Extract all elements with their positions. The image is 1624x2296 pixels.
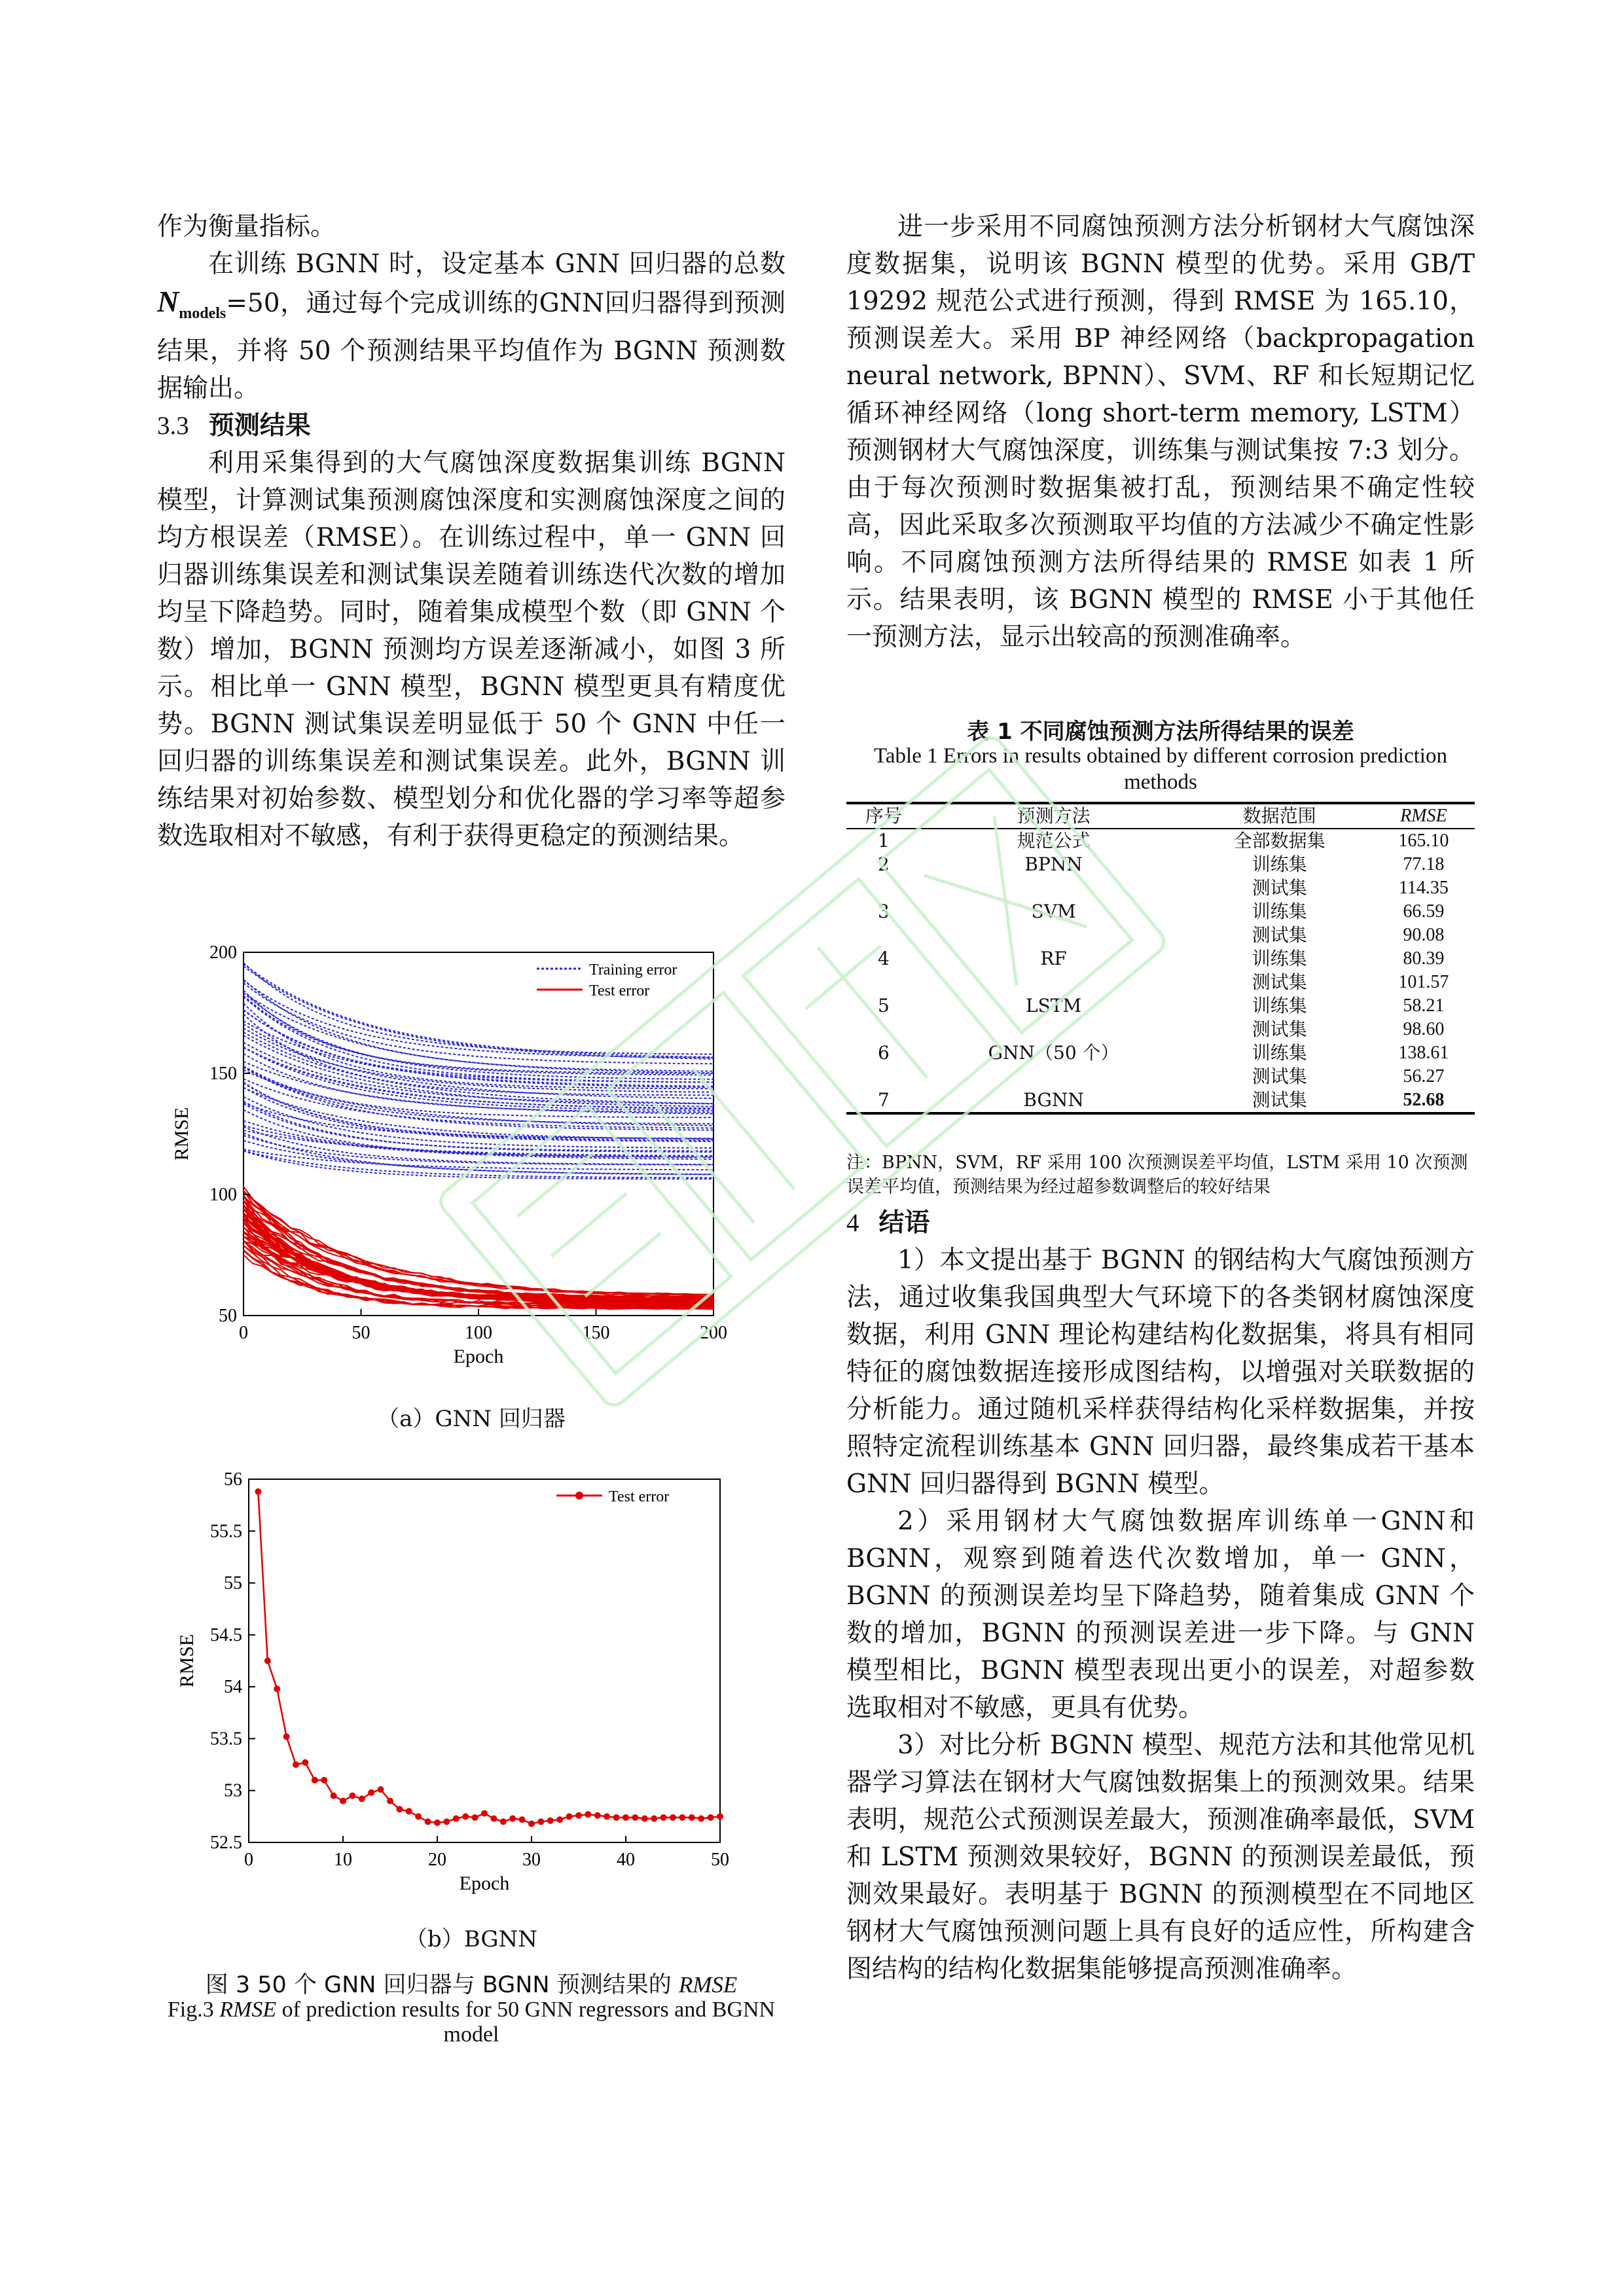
- cell-method: 规范公式: [1017, 830, 1091, 852]
- y-tick-label: 50: [219, 1306, 237, 1326]
- table-caption-zh: 表 1 不同腐蚀预测方法所得结果的误差: [967, 719, 1354, 745]
- data-point: [660, 1814, 667, 1821]
- legend-label: Test error: [589, 982, 650, 999]
- x-tick-label: 20: [428, 1850, 446, 1870]
- cell-range: 全部数据集: [1233, 830, 1326, 852]
- conclusion-1: 1）本文提出基于 BGNN 的钢结构大气腐蚀预测方法，通过收集我国典型大气环境下的各类钢材腐蚀深度数据，利用 GNN 理论构建结构化数据集，将具有相同特征的腐蚀数据连接形成图结构，以增强对关联数据的分析能力。通过随机采样获得结构化采样数据集，并按照特定流程训练基本 GNN 回归器，最终集成若干基本 GNN 回归器得到 BGNN 模型。: [846, 1246, 1475, 1499]
- data-point: [585, 1811, 591, 1818]
- table-row: [846, 1041, 1475, 1065]
- cell-range: 测试集: [1252, 877, 1307, 899]
- conclusion-section: [846, 1204, 1475, 1988]
- data-point: [613, 1814, 620, 1821]
- cell-rmse: 80.39: [1403, 948, 1445, 969]
- cell-index: 4: [877, 948, 890, 969]
- y-tick-label: 52.5: [210, 1833, 242, 1853]
- data-point: [406, 1808, 412, 1814]
- cell-rmse: 165.10: [1398, 831, 1449, 851]
- data-point: [670, 1814, 676, 1821]
- right-column: [846, 208, 1475, 656]
- data-point: [717, 1813, 723, 1820]
- cell-range: 测试集: [1252, 1066, 1307, 1087]
- data-point: [500, 1818, 507, 1825]
- data-point: [302, 1759, 308, 1766]
- n-models-symbol: $N_{models}$: [157, 285, 226, 323]
- y-tick-label: 150: [209, 1064, 237, 1084]
- data-point: [490, 1816, 497, 1822]
- plot-frame: [249, 1479, 720, 1842]
- paragraph-prediction-results: 利用采集得到的大气腐蚀深度数据集训练 BGNN 模型，计算测试集预测腐蚀深度和实测腐蚀深度之间的均方根误差（RMSE）。在训练过程中，单一 GNN 回归器训练集误差和测试集误差随着训练迭代次数的增加均呈下降趋势。同时，随着集成模型个数（即 GNN 个数）增加，BGNN 预测均方误差逐渐减小，如图 3 所示。相比单一 GNN 模型，BGNN 模型更具有精度优势。BGNN 测试集误差明显低于 50 个 GNN 中任一回归器的训练集误差和测试集误差。此外，BGNN 训练结果对初始参数、模型划分和优化器的学习率等超参数选取相对不敏感，有利于获得更稳定的预测结果。: [157, 448, 785, 852]
- data-point: [255, 1488, 261, 1495]
- data-point: [274, 1685, 280, 1692]
- data-point: [472, 1814, 478, 1821]
- y-tick-label: 53: [224, 1780, 242, 1801]
- cell-rmse: 98.60: [1403, 1019, 1445, 1039]
- cell-rmse: 66.59: [1403, 901, 1445, 922]
- section-heading-4: 4 结语: [846, 1208, 930, 1238]
- header-rmse: RMSE: [1400, 806, 1447, 826]
- cell-index: 6: [877, 1042, 890, 1064]
- table-row: [846, 1088, 1475, 1113]
- data-point: [434, 1820, 441, 1826]
- x-axis-label: Epoch: [453, 1346, 504, 1367]
- cell-method: [921, 971, 1187, 994]
- data-point: [556, 1816, 563, 1823]
- table-note: 注：BPNN，SVM，RF 采用 100 次预测误差平均值，LSTM 采用 10 次预测误差平均值，预测结果为经过超参数调整后的较好结果: [846, 1153, 1468, 1197]
- table-row: [846, 994, 1475, 1018]
- paragraph-continuation: 作为衡量指标。: [157, 212, 336, 242]
- cell-method: BPNN: [1024, 853, 1083, 875]
- cell-rmse: 58.21: [1403, 996, 1445, 1016]
- conclusion-3: 3）对比分析 BGNN 模型、规范方法和其他常见机器学习算法在钢材大气腐蚀数据集上的预测效果。结果表明，规范公式预测误差最大，预测准确率最低，SVM 和 LSTM 预测效果较好，BGNN 的预测误差最低，预测效果最好。表明基于 BGNN 的预测模型在不同地区钢材大气腐蚀预测问题上具有良好的适应性，所构建含图结构的结构化数据集能够提高预测准确率。: [846, 1731, 1475, 1984]
- table-row: [846, 971, 1475, 994]
- table-row: [846, 947, 1475, 971]
- header-method: 预测方法: [1017, 805, 1091, 827]
- data-point: [396, 1806, 403, 1812]
- x-tick-label: 0: [244, 1850, 253, 1870]
- x-tick-label: 40: [617, 1850, 635, 1870]
- cell-range: 测试集: [1252, 924, 1307, 946]
- data-point: [604, 1813, 610, 1820]
- cell-rmse: 101.57: [1398, 972, 1449, 992]
- data-point: [283, 1733, 290, 1740]
- cell-range: 训练集: [1252, 995, 1307, 1016]
- cell-range: 训练集: [1252, 1042, 1307, 1064]
- cell-method: [921, 1018, 1187, 1041]
- table-header-row: [846, 803, 1475, 829]
- x-axis-label: Epoch: [459, 1873, 510, 1894]
- cell-rmse: 56.27: [1403, 1066, 1445, 1086]
- paragraph-nmodels: 在训练 BGNN 时，设定基本 GNN 回归器的总数$N_{models}=50$，通过每个完成训练的GNN回归器得到预测结果，并将 50 个预测结果平均值作为 BGNN 预测数据输出。: [157, 249, 785, 404]
- chart-gnn-regressor: [157, 942, 785, 1401]
- cell-index: 2: [877, 853, 890, 875]
- data-point: [415, 1813, 422, 1820]
- cell-method: SVM: [1031, 901, 1076, 922]
- section-heading-3-3: 3.3 预测结果: [157, 411, 311, 441]
- data-point: [340, 1798, 346, 1804]
- cell-range: 训练集: [1252, 853, 1307, 875]
- data-point: [575, 1812, 582, 1819]
- data-point: [698, 1816, 704, 1822]
- x-tick-label: 50: [352, 1323, 370, 1343]
- data-point: [679, 1814, 685, 1821]
- cell-rmse: 114.35: [1398, 878, 1449, 898]
- data-point: [651, 1816, 657, 1822]
- y-axis-label: RMSE: [171, 1107, 192, 1161]
- cell-index: 5: [877, 995, 890, 1016]
- y-axis-label: RMSE: [176, 1634, 198, 1688]
- y-tick-label: 100: [209, 1185, 237, 1205]
- data-point: [566, 1813, 573, 1820]
- data-point: [537, 1818, 544, 1825]
- data-point: [641, 1816, 648, 1822]
- data-point: [547, 1818, 554, 1824]
- table-caption-en: Table 1 Errors in results obtained by different corrosion prediction methods: [874, 744, 1447, 794]
- data-point: [425, 1818, 431, 1825]
- subcaption-b: （b）BGNN: [405, 1926, 538, 1952]
- cell-index: 1: [877, 830, 890, 852]
- x-tick-label: 0: [239, 1323, 248, 1343]
- cell-rmse: 138.61: [1398, 1043, 1449, 1063]
- cell-method: BGNN: [1023, 1089, 1084, 1111]
- data-point: [594, 1812, 601, 1819]
- data-point: [321, 1777, 327, 1784]
- x-tick-label: 100: [465, 1323, 492, 1343]
- x-tick-label: 150: [582, 1323, 610, 1343]
- x-tick-label: 50: [711, 1850, 729, 1870]
- data-point: [312, 1777, 318, 1784]
- left-column: [157, 208, 785, 855]
- y-tick-label: 53.5: [210, 1729, 242, 1749]
- data-point: [708, 1814, 714, 1821]
- data-point: [453, 1816, 460, 1822]
- table-row: [846, 853, 1475, 876]
- data-point: [462, 1813, 469, 1820]
- figure-caption-zh: 图 3 50 个 GNN 回归器与 BGNN 预测结果的 RMSE: [205, 1972, 738, 1998]
- cell-method: GNN（50 个）: [988, 1042, 1119, 1064]
- data-point: [632, 1814, 638, 1821]
- data-point: [623, 1814, 629, 1821]
- cell-range: 训练集: [1252, 948, 1307, 969]
- cell-method: LSTM: [1026, 995, 1082, 1016]
- results-table: [846, 802, 1475, 1115]
- data-point: [331, 1793, 337, 1799]
- data-point: [689, 1814, 695, 1821]
- y-tick-label: 56: [224, 1473, 242, 1490]
- header-range: 数据范围: [1242, 805, 1316, 827]
- figure-caption-en: Fig.3 RMSE of prediction results for 50 GNN regressors and BGNN model: [167, 1998, 776, 2047]
- table-row: [846, 1065, 1475, 1088]
- y-tick-label: 55.5: [210, 1521, 242, 1542]
- cell-index: [846, 1018, 921, 1041]
- data-point: [359, 1795, 365, 1802]
- data-point: [519, 1816, 526, 1823]
- data-point: [528, 1820, 535, 1827]
- chart-bgnn: [157, 1473, 785, 1924]
- data-point: [378, 1786, 384, 1793]
- paragraph-comparison: 进一步采用不同腐蚀预测方法分析钢材大气腐蚀深度数据集，说明该 BGNN 模型的优势。采用 GB/T 19292 规范公式进行预测，得到 RMSE 为 165.10，预测误差大。采用 BP 神经网络（backpropagation neural network, BPNN）、SVM、RF 和长短期记忆循环神经网络（long short-term memory, LSTM）预测钢材大气腐蚀深度，训练集与测试集按 7:3 划分。由于每次预测时数据集被打乱，预测结果不确定性较高，因此采取多次预测取平均值的方法减少不确定性影响。不同腐蚀预测方法所得结果的 RMSE 如表 1 所示。结果表明，该 BGNN 模型的 RMSE 小于其他任一预测方法，显示出较高的预测准确率。: [846, 212, 1475, 652]
- data-point: [481, 1810, 488, 1817]
- cell-index: [846, 876, 921, 900]
- x-tick-label: 30: [522, 1850, 541, 1870]
- cell-index: 3: [877, 901, 890, 922]
- data-point: [349, 1793, 355, 1799]
- cell-range: 测试集: [1252, 1089, 1307, 1111]
- data-point: [443, 1818, 450, 1825]
- y-tick-label: 55: [224, 1573, 242, 1594]
- y-tick-label: 200: [209, 942, 237, 963]
- conclusion-2: 2）采用钢材大气腐蚀数据库训练单一GNN和 BGNN，观察到随着迭代次数增加，单一 GNN，BGNN 的预测误差均呈下降趋势，随着集成 GNN 个数的增加，BGNN 的预测误差进一步下降。与 GNN 模型相比，BGNN 模型表现出更小的误差，对超参数选取相对不敏感，更具有优势。: [846, 1507, 1475, 1723]
- cell-method: [921, 1065, 1187, 1088]
- cell-range: 测试集: [1252, 971, 1307, 993]
- table-row: [846, 1018, 1475, 1041]
- cell-index: [846, 971, 921, 994]
- legend-label: Test error: [609, 1488, 670, 1505]
- cell-method: [921, 876, 1187, 900]
- header-index: 序号: [865, 805, 902, 827]
- cell-rmse: 90.08: [1403, 925, 1445, 945]
- data-point: [509, 1816, 516, 1822]
- data-point: [293, 1761, 299, 1768]
- cell-index: 7: [877, 1089, 890, 1111]
- data-point: [387, 1798, 393, 1804]
- y-tick-label: 54: [224, 1677, 242, 1698]
- y-tick-label: 54.5: [210, 1624, 242, 1645]
- cell-method: [921, 924, 1187, 947]
- data-point: [368, 1789, 374, 1796]
- x-tick-label: 10: [334, 1850, 352, 1870]
- cell-index: [846, 924, 921, 947]
- x-tick-label: 200: [700, 1323, 727, 1343]
- legend-label: Training error: [589, 961, 677, 978]
- table-row: [846, 829, 1475, 853]
- table-row: [846, 924, 1475, 947]
- subcaption-a: （a）GNN 回归器: [377, 1406, 566, 1432]
- cell-rmse: 52.68: [1403, 1090, 1445, 1110]
- cell-range: 测试集: [1252, 1018, 1307, 1040]
- cell-range: 训练集: [1252, 901, 1307, 922]
- cell-rmse: 77.18: [1403, 854, 1445, 874]
- table-row: [846, 900, 1475, 924]
- table-row: [846, 876, 1475, 900]
- cell-index: [846, 1065, 921, 1088]
- data-point: [264, 1658, 271, 1664]
- cell-method: RF: [1040, 948, 1067, 969]
- legend-marker: [575, 1492, 583, 1499]
